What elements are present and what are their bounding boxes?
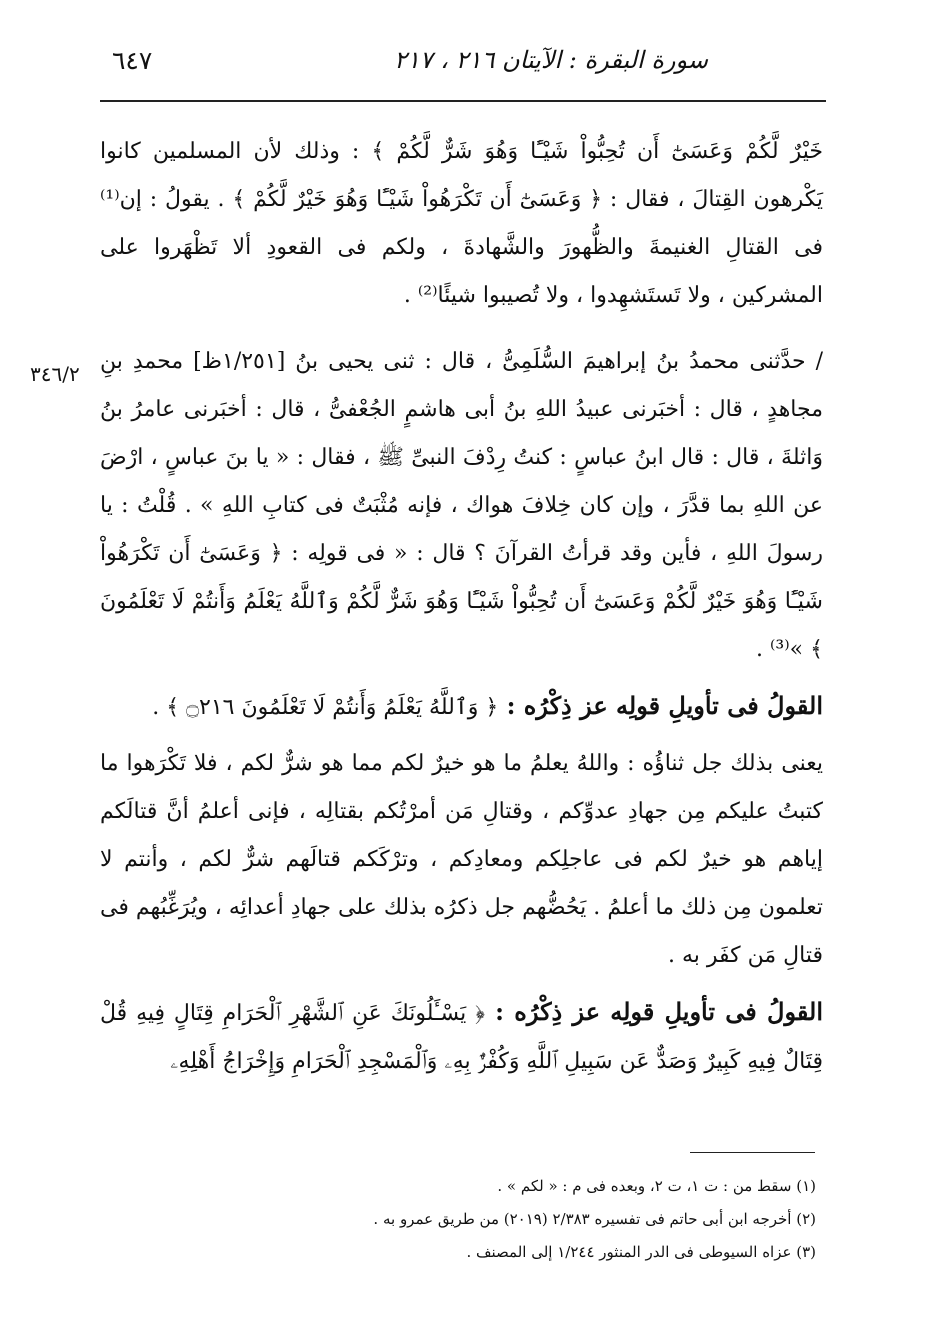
footnote-2: (٢) أخرجه ابن أبى حاتم فى تفسيره ٢/٣٨٣ (٢٠١٩) من طريق عمرو به .	[373, 1210, 816, 1228]
paragraph-5	[100, 988, 823, 1086]
chapter-title: سورة البقرة : الآيتان ٢١٦ ، ٢١٧	[393, 46, 708, 74]
main-text	[100, 128, 823, 1086]
header-divider	[100, 100, 826, 102]
section-heading: القولُ فى تأويلِ قولِه عز ذِكْرُه :	[498, 691, 823, 720]
footnotes	[100, 1170, 816, 1269]
section-heading: القولُ فى تأويلِ قولِه عز ذِكْرُه :	[484, 997, 823, 1026]
paragraph-3	[100, 682, 823, 732]
paragraph-4: يعنى بذلك جل ثناؤُه : واللهُ يعلمُ ما هو خيرٌ لكم مما هو شرٌّ لكم ، فلا تَكْرَهوا ما كتبتُ عليكم مِن جهادِ عدوِّكم ، وقتالِ مَن أمرْتُكم بقتالِه ، فإنى أعلمُ أنَّ قتالَكم إياهم هو خيرٌ لكم فى عاجلِكم ومعادِكم ، وترْكَكم قتالَهم شرٌّ لكم ، وأنتم لا تعلمون مِن ذلك ما أعلمُ . يَحُضُّهم جل ذكرُه بذلك على جهادِ أعدائِه ، ويُرَغِّبُهم فى قتالِ مَن كفَر به .	[100, 751, 823, 968]
verse-text: ﴿ يَسْـَٔلُونَكَ عَنِ ٱلشَّهْرِ ٱلْحَرَامِ قِتَالٍ فِيهِ قُلْ قِتَالٌ فِيهِ كَبِيرٌ وَصَدٌّ عَن سَبِيلِ ٱللَّهِ وَكُفْرٌۢ بِهِۦ وَٱلْمَسْجِدِ ٱلْحَرَامِ وَإِخْرَاجُ أَهْلِهِۦ	[100, 1001, 823, 1074]
page-number: ٦٤٧	[112, 46, 153, 75]
paragraph-1: خَيْرٌ لَّكُمْ وَعَسَىٰٓ أَن تُحِبُّواْ شَيْـًٔا وَهُوَ شَرٌّ لَّكُمْ ﴾ : وذلك لأن المسلمين كانوا يَكْرهون القِتالَ ، فقال : ﴿ وَعَسَىٰٓ أَن تَكْرَهُواْ شَيْـًٔا وَهُوَ خَيْرٌ لَّكُمْ ﴾ . يقولُ : إن⁽¹⁾ فى القتالِ الغنيمةَ والظُّهورَ والشَّهادةَ ، ولكم فى القعودِ ألا تَظْهَروا على المشركين ، ولا تَستَشهِدوا ، ولا تُصيبوا شيئًا⁽²⁾ .	[100, 139, 823, 308]
margin-reference: ٣٤٦/٢	[30, 362, 80, 386]
verse-text: ﴿ وَٱللَّهُ يَعْلَمُ وَأَنتُمْ لَا تَعْلَمُونَ ۝٢١٦ ﴾ .	[152, 695, 499, 720]
footnote-1: (١) سقط من : ت ١، ت ٢، وبعده فى م : « لكم » .	[497, 1177, 816, 1195]
footnote-3: (٣) عزاه السيوطى فى الدر المنثور ١/٢٤٤ إلى المصنف .	[466, 1243, 816, 1261]
running-header	[100, 46, 828, 96]
paragraph-2: / حدَّثنى محمدُ بنُ إبراهيمَ السُّلَمِىُّ ، قال : ثنى يحيى بنُ [١/٢٥١ظ] محمدِ بنِ مجاهدٍ ، قال : أخبَرنى عبيدُ اللهِ بنُ أبى هاشمٍ الجُعْفىُّ ، قال : أخبَرنى عامرُ بنُ وَاثلةَ ، قال : قال ابنُ عباسٍ : كنتُ رِدْفَ النبىِّ ﷺ ، فقال : « يا بنَ عباسٍ ، ارْضَ عن اللهِ بما قدَّرَ ، وإن كان خِلافَ هواك ، فإنه مُثْبَتٌ فى كتابِ اللهِ » . قُلْتُ : يا رسولَ اللهِ ، فأين وقد قرأتُ القرآنَ ؟ قال : « فى قولِه : ﴿ وَعَسَىٰٓ أَن تَكْرَهُواْ شَيْـًٔا وَهُوَ خَيْرٌ لَّكُمْ وَعَسَىٰٓ أَن تُحِبُّواْ شَيْـًٔا وَهُوَ شَرٌّ لَّكُمْ وَٱللَّهُ يَعْلَمُ وَأَنتُمْ لَا تَعْلَمُونَ ﴾ »⁽³⁾ .	[100, 349, 823, 662]
footnote-divider	[690, 1152, 815, 1153]
